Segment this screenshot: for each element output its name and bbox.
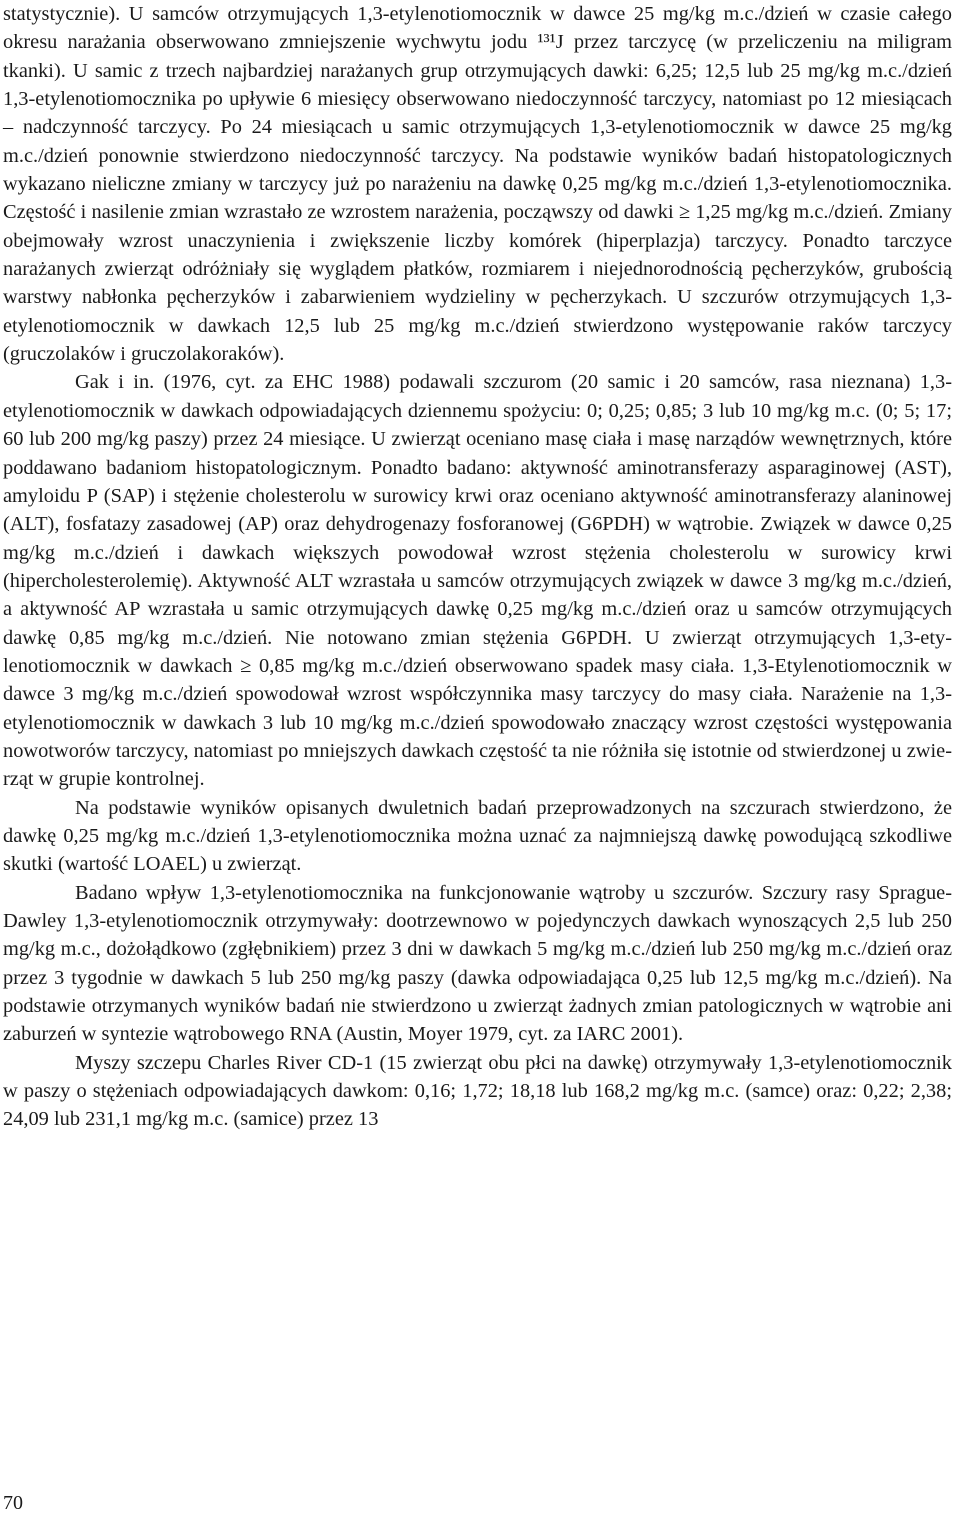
paragraph-thyroid-findings: statystycznie). U samców otrzymujących 1,3-etylenotiomocznik w dawce 25 mg/kg m.c./dzień w czasie całego okresu narażania obserwowano zmniejszenie wychwytu jodu ¹³¹J przez tarczycę (w przeliczeniu na miligram tkanki). U samic z trzech najbardziej narażanych grup otrzymujących dawki: 6,25; 12,5 lub 25 mg/kg m.c./dzień 1,3-etylenotiomocznika po upływie 6 miesięcy obserwowano niedoczynność tarczycy, natomiast po 12 miesiącach – nadczynność tarczycy. Po 24 miesiącach u samic otrzymujących 1,3-etylenotiomocznik w dawce 25 mg/kg m.c./dzień ponownie stwierdzono niedoczynność tarczycy. Na podstawie wyników badań histopatologicznych wykazano nieliczne zmiany w tarczycy już po narażeniu na dawkę 0,25 mg/kg m.c./dzień 1,3-etylenotiomocznika. Częstość i nasilenie zmian wzrastało ze wzrostem narażenia, począwszy od dawki ≥ 1,25 mg/kg m.c./dzień. Zmiany obejmowały wzrost unaczynienia i zwiększenie liczby komórek (hiperplazja) tarczycy. Ponadto tarczyce narażanych zwierząt odróżniały się wyglądem płatków, rozmiarem i niejednorodnością pęcherzyków, grubością warstwy nabłonka pęcherzyków i zabarwieniem wydzieliny w pęcherzykach. U szczurów otrzymujących 1,3-etylenotiomocznik w dawkach 12,5 lub 25 mg/kg m.c./dzień stwierdzono występowanie raków tarczycy (gruczolaków i gruczolakoraków). <box>3 3 952 366</box>
paragraph-liver-function: Badano wpływ 1,3-etylenotiomocznika na funkcjonowanie wątroby u szczurów. Szczury rasy Sprague-Dawley 1,3-etylenotiomocznik otrzymywały: dootrzewnowo w pojedynczych dawkach wynoszących 2,5 lub 250 mg/kg m.c., dożołądkowo (zgłębnikiem) przez 3 dni w dawkach 5 mg/kg m.c./dzień lub 250 mg/kg m.c./dzień oraz przez 3 tygodnie w dawkach 5 lub 250 mg/kg paszy (dawka odpowiadająca 0,25 lub 12,5 mg/kg m.c./dzień). Na podstawie otrzymanych wyników badań nie stwierdzono u zwierząt żadnych zmian patologicznych w wątrobie ani zaburzeń w syntezie wątrobowego RNA (Austin, Moyer 1979, cyt. za IARC 2001). <box>3 881 952 1046</box>
page-number: 70 <box>3 1492 23 1514</box>
paragraph-gak-study: Gak i in. (1976, cyt. za EHC 1988) podawali szczurom (20 samic i 20 samców, rasa nieznana) 1,3-etylenotiomocznik w dawkach odpowiadających dziennemu spożyciu: 0; 0,25; 0,85; 3 lub 10 mg/kg m.c. (0; 5; 17; 60 lub 200 mg/kg paszy) przez 24 miesiące. U zwierząt oceniano masę ciała i masę narządów wewnętrznych, które poddawano badaniom histopatologicznym. Ponadto badano: aktywność aminotransferazy asparaginowej (AST), amyloidu P (SAP) i stężenie cholesterolu w surowicy krwi oraz oceniano aktywność aminotransferazy alaninowej (ALT), fosfatazy zasadowej (AP) oraz dehydrogenazy fosforanowej (G6PDH) w wątrobie. Związek w dawce 0,25 mg/kg m.c./dzień i dawkach większych powodował wzrost stężenia cholesterolu w surowicy krwi (hipercholesterolemię). Aktywność ALT wzrastała u samców otrzymujących związek w dawce 3 mg/kg m.c./dzień, a aktywność AP wzrastała u samic otrzymujących dawkę 0,25 mg/kg m.c./dzień oraz u samców otrzymujących dawkę 0,85 mg/kg m.c./dzień. Nie notowano zmian stężenia G6PDH. U zwierząt otrzymujących 1,3-etylenotiomocznik w dawkach ≥ 0,85 mg/kg m.c./dzień obserwowano spadek masy ciała. 1,3-Etylenotiomocznik w dawce 3 mg/kg m.c./dzień spowodował wzrost współczynnika masy tarczycy do masy ciała. Narażenie na 1,3-etylenotiomocznik w dawkach 3 lub 10 mg/kg m.c./dzień spowodowało znaczący wzrost częstości występowania nowotworów tarczycy, natomiast po mniejszych dawkach częstość ta nie różniła się istotnie od stwierdzonej u zwierząt w grupie kontrolnej. <box>3 371 952 791</box>
paragraph-mice-study: Myszy szczepu Charles River CD-1 (15 zwierząt obu płci na dawkę) otrzymywały 1,3-etylenotiomocznik w paszy o stężeniach odpowiadających dawkom: 0,16; 1,72; 18,18 lub 168,2 mg/kg m.c. (samce) oraz: 0,22; 2,38; 24,09 lub 231,1 mg/kg m.c. (samice) przez 13 <box>3 1051 952 1131</box>
paragraph-loael-conclusion: Na podstawie wyników opisanych dwuletnich badań przeprowadzonych na szczurach stwierdzono, że dawkę 0,25 mg/kg m.c./dzień 1,3-etylenotiomocznika można uznać za najmniejszą dawkę powodującą szkodliwe skutki (wartość LOAEL) u zwierząt. <box>3 796 952 876</box>
